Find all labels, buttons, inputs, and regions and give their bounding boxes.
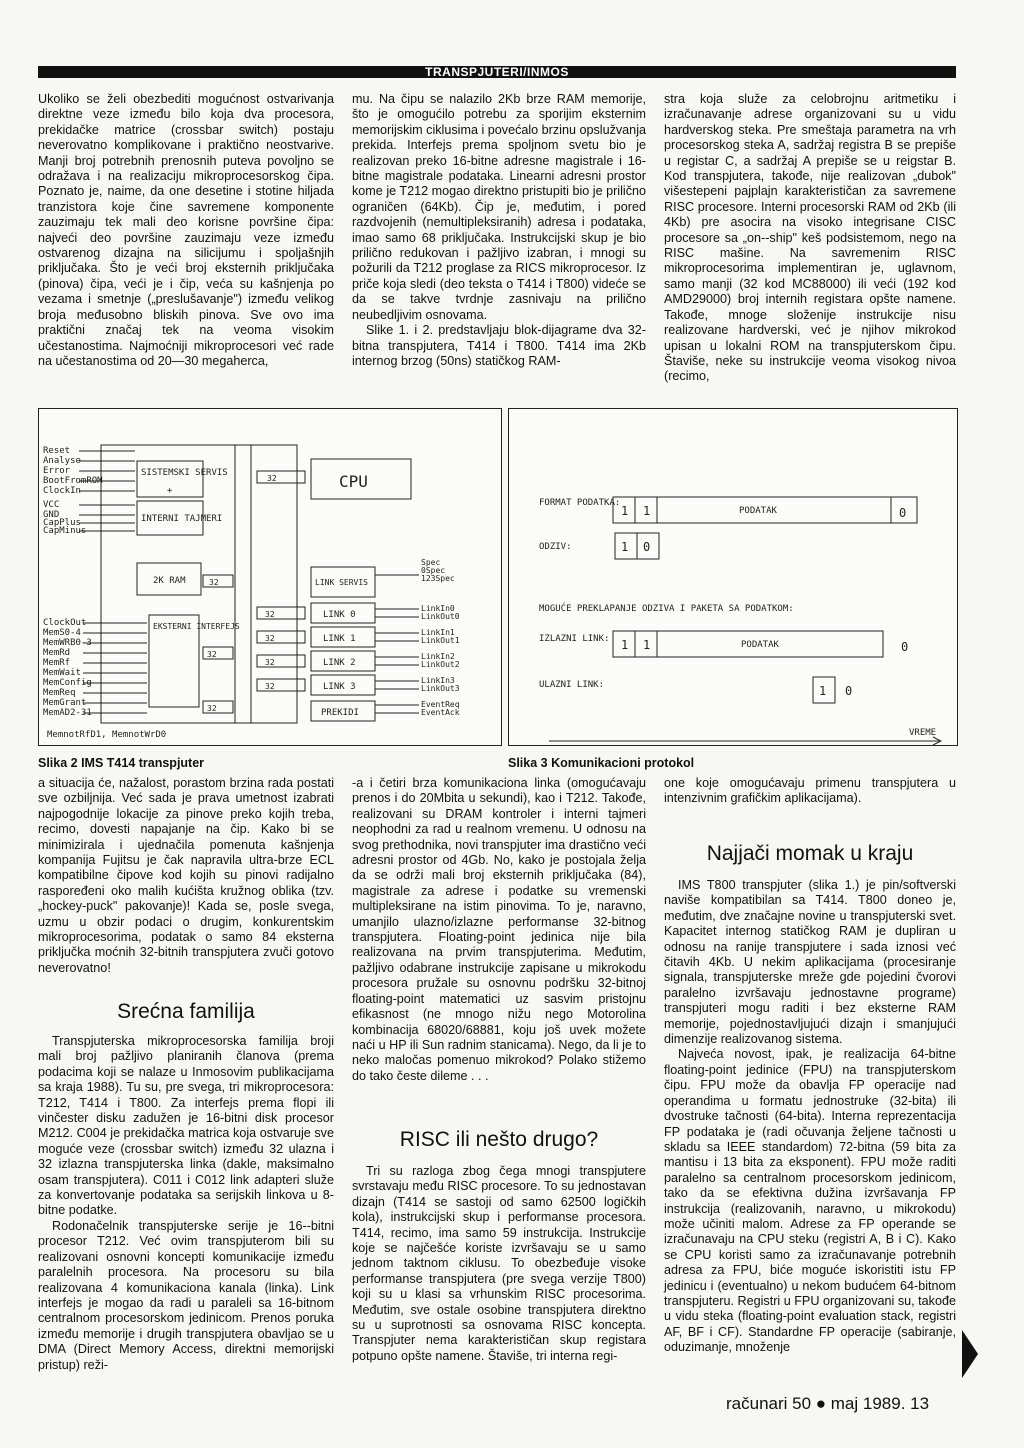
t414-diagram-svg xyxy=(39,409,501,745)
paragraph: Ukoliko se želi obezbediti mogućnost ostvarivanja direktne veze između bilo koja dva procesora, prekidačke matrice (crossbar switch) postaju neverovatno komplikovane i praktično neostvarive. Manji broj potrebnih prenosnih puteva povoljno se odražava i na realizaciju mikroprocesorskog čipa. Poznato je, naime, da one desetine i stotine hiljada tranzistora koje čine savremene komponente zauzimaju tek mali deo korisne površine čipa: najveći deo površine zauzimaju veze između ostvarenog dizajna na silicijumu i spoljašnjih priključaka. Što je veći broj eksternih priključaka (pinova) čipa, veći je i čip, veća su kašnjenja po vezama i smetnje („preslušavanje") između velikog broja međusobno bliskih pinova. Sve ovo ima praktični značaj tek na veoma visokim učestanostima. Najmoćniji mikroprocesori već rade na učestanostima od 20—30 megaherca, xyxy=(38,92,334,368)
ram-label: 2K RAM xyxy=(153,576,186,586)
paragraph: -a i četiri brza komunikaciona linka (omogućavaju prenos i do 20Mbita u sekundi), kao i T212. Takođe, realizovani su DRAM kontroler i interni tajmeri neophodni za rad u realnom vremenu. U odnosu na svog prethodnika, novi transpjuter ima drastično veći adresni prostor od 4Gb. No, kako je postojala želja da se održi mali broj eksternih priključaka (84), magistrale za adrese i podatke su vremenski multipleksirane na istim pinovima. To je, naravno, umanjilo ulazno/izlazne performanse 32-bitnog transpjutera. Floating-point jedinica nije bila realizovana na prvim transpjuterima. Međutim, pažljivo odabrane instrukcije zapisane u mikrokodu procesora pružale su osnovnu podršku 32-bitnoj floating-point matematici uz sasvim pristojnu efikasnost (ne mnogo nižu nego Motorolina kombinacija 68020/68881, koju još uvek možete naći u HP ili Sun radnim stanicama). Nego, da li je to neko maločas pomenuo mikrokod? Polako stižemo do tako česte dileme . . . xyxy=(352,776,646,1083)
svg-text:LinkIn1: LinkIn1 xyxy=(421,628,455,637)
svg-text:0: 0 xyxy=(901,640,909,654)
column-3-najjaci xyxy=(664,878,956,1356)
svg-text:1: 1 xyxy=(621,638,629,652)
cpu-label: CPU xyxy=(339,472,368,491)
column-1-bottom xyxy=(38,776,334,976)
svg-text:ClockOut: ClockOut xyxy=(43,618,87,628)
svg-text:MemReq: MemReq xyxy=(43,688,76,698)
svg-text:+: + xyxy=(167,486,173,496)
protocol-diagram-svg xyxy=(509,409,957,745)
svg-text:MemWRB0-3: MemWRB0-3 xyxy=(43,638,92,648)
system-services-label: SISTEMSKI SERVIS xyxy=(141,468,228,478)
svg-text:32: 32 xyxy=(265,658,275,667)
paragraph: Rodonačelnik transpjuterske serije je 16--bitni procesor T212. Već ovim transpjuterom bili su realizovani osnovni koncepti komunikacije između paralelnih procesora. Na procesoru su bila realizovana 4 komunikaciona kanala (linka). Link interfejs je mogao da radi u paraleli sa 16-bitnom centralnom procesorskom jedinicom. Prenos poruka između memorije i drugih transpjutera obavljao se u DMA (Direct Memory Access, direktni memorijski pristup) reži- xyxy=(38,1218,334,1372)
svg-text:Error: Error xyxy=(43,466,71,476)
ack-label: ODZIV: xyxy=(539,542,572,552)
heading-najjaci-momak: Najjači momak u kraju xyxy=(706,842,914,865)
svg-text:ClockIn: ClockIn xyxy=(43,486,81,496)
svg-text:MemAD2-31: MemAD2-31 xyxy=(43,708,92,718)
section-title: TRANSPJUTERI/INMOS xyxy=(425,65,569,79)
svg-text:LINK 3: LINK 3 xyxy=(323,682,356,692)
paragraph: Najveća novost, ipak, je realizacija 64-bitne floating-point jedinice (FPU) na transpjuterskom čipu. FPU može da obavlja FP operacije nad operandima u formatu jednostruke (32-bita) ili dvostruke tačnosti (64-bita). Interna reprezentacija FP podataka je (radi očuvanja željene tačnosti u skladu sa IEEE standardom) 72-bitna (59 bita za mantisu i 13 bita za eksponent). FPU može raditi paralelno sa centralnom procesorskom jedinicom, tako da se efektivna dužina izvršavanja FP instrukcija (realizovanih, naravno, u mikrokodu) može učiniti malom. Adrese za FP operande se izračunavaju na CPU steku (registri A, B i C). Kako se CPU koristi samo za izračunavanje potrebnih adresa za FPU, biće moguće iskoristiti istu FP jedinicu i (eventualno) u nekom budućem 64-bitnom transpjuteru. Registri u FPU organizovani su, takođe u vidu steka (floating-point evaluation stack, registri AF, BF i CF). Standardne FP operacije (sabiranje, oduzimanje, množenje xyxy=(664,1047,956,1355)
svg-text:LinkIn0: LinkIn0 xyxy=(421,604,455,613)
column-1-srecna xyxy=(38,1034,334,1373)
svg-text:BootFromROM: BootFromROM xyxy=(43,476,103,486)
svg-text:0Spec: 0Spec xyxy=(421,566,446,575)
svg-text:MemRf: MemRf xyxy=(43,658,71,668)
svg-text:Analyse: Analyse xyxy=(43,456,81,466)
paragraph: Transpjuterska mikroprocesorska familija broji mali broj pažljivo planiranih članova (prema podacima koji se nalaze u Inmosovim publikacijama sa kraja 1988). Tu su, pre svega, tri mikroprocesora: T212, T414 i T800. Za interfejs prema flopi ili vinčester disku zadužen je 16-bitni disk procesor M212. C004 je prekidačka matrica koja ostvaruje sve moguće veze (crossbar switch) između 32 ulazna i 32 izlazna transpjuterska linka (dakle, maksimalno osam transpjutera). C011 i C012 link adapteri služe za konvertovanje podataka sa serijskih linkova u 8-bitne podatke. xyxy=(38,1034,334,1218)
column-2-risc xyxy=(352,1164,646,1364)
paragraph: stra koja služe za celobrojnu aritmetiku i izračunavanje adrese organizovani su u vidu hardverskog steka. Pre smeštaja parametra na vrh procesorskog steka A, sadržaj registra B se prepiše u registar C, a sadržaj A prepiše se u reigstar B. Kod transpjutera, takođe, nije realizovan „dubok" višestepeni pajplajn karakterističan za savremene RISC procesore. Interni procesorski RAM od 2Kb (ili 4Kb) pre asocira na visoko integrisane CISC procesore sa „on--ship" keš podsistemom, nego na RISC mašine. Na savremenim RISC mikroprocesorima implementiran je, uglavnom, samo manji (32 kod MC88000) ili veći (192 kod AMD29000) broj internih registara opšte namene. Takođe, mnoge složenije instrukcije nisu realizovane hardverski, već je njihov mikrokod upisan u lokalni ROM na transpjuterskom čipu. Štaviše, neke su instrukcije veoma visokog nivoa (recimo, xyxy=(664,92,956,384)
data-label: PODATAK xyxy=(739,506,777,516)
figure-2-caption: Slika 2 IMS T414 transpjuter xyxy=(38,756,205,770)
page-footer: računari 50 ● maj 1989. 13 xyxy=(726,1394,930,1413)
out-link-label: IZLAZNI LINK: xyxy=(539,634,610,644)
svg-text:1: 1 xyxy=(643,638,651,652)
central-bus xyxy=(235,445,251,723)
svg-text:LinkOut1: LinkOut1 xyxy=(421,636,460,645)
svg-text:LINK 0: LINK 0 xyxy=(323,610,356,620)
svg-text:LinkOut2: LinkOut2 xyxy=(421,660,460,669)
svg-text:1: 1 xyxy=(621,540,629,554)
pin-label: Reset xyxy=(43,446,71,456)
svg-text:32: 32 xyxy=(207,704,217,713)
figure-3-caption: Slika 3 Komunikacioni protokol xyxy=(508,756,695,770)
header-bar xyxy=(38,66,956,78)
column-1-top xyxy=(38,92,334,369)
svg-text:32: 32 xyxy=(265,610,275,619)
continue-arrow-icon xyxy=(962,1330,978,1378)
svg-text:VCC: VCC xyxy=(43,500,60,510)
paragraph: Tri su razloga zbog čega mnogi transpjutere svrstavaju među RISC procesore. To su jednostavan dizajn (T414 se sastoji od samo 62500 logičkih kola), instrukcijski skup i performanse procesora. T414, recimo, ima samo 59 instrukcija. Instrukcije koje se najčešće koriste izvršavaju se u samo jednom taktnom ciklusu. To obezbeđuje visoke performanse transpjutera (pre svega verzije T800) koji su u klasi sa vrhunskim RISC procesorima. Međutim, sve ostale osobine transpjutera direktno su u suprotnosti sa osnovama RISC koncepta. Transpjuter nema karakterističan skup registara potpuno opšte namene. Štaviše, tri interna regi- xyxy=(352,1164,646,1363)
svg-text:EventAck: EventAck xyxy=(421,708,460,717)
svg-text:32: 32 xyxy=(209,578,219,587)
svg-text:LinkOut0: LinkOut0 xyxy=(421,612,460,621)
svg-text:LinkIn3: LinkIn3 xyxy=(421,676,455,685)
svg-text:LinkIn2: LinkIn2 xyxy=(421,652,455,661)
bottom-pins: MemnotRfD1, MemnotWrD0 xyxy=(47,730,167,740)
svg-text:MemWait: MemWait xyxy=(43,668,81,678)
svg-text:MemS0-4: MemS0-4 xyxy=(43,628,81,638)
svg-text:32: 32 xyxy=(265,634,275,643)
svg-text:MemGrant: MemGrant xyxy=(43,698,87,708)
events-label: PREKIDI xyxy=(321,708,359,718)
svg-text:MemConfig: MemConfig xyxy=(43,678,92,688)
svg-text:0: 0 xyxy=(845,684,853,698)
format-label: FORMAT PODATKA: xyxy=(539,498,621,508)
svg-text:LINK 2: LINK 2 xyxy=(323,658,356,668)
overlap-label: MOGUĆE PREKLAPANJE ODZIVA I PAKETA SA PODATKOM: xyxy=(539,604,794,614)
svg-text:32: 32 xyxy=(265,682,275,691)
svg-text:0: 0 xyxy=(643,540,651,554)
svg-text:GND: GND xyxy=(43,510,60,520)
paragraph: a situacija će, nažalost, porastom brzina rada postati sve ozbiljnija. Već sada je prava umetnost izabrati najpogodnije lokacije za pinove preko kojih treba, recimo, dovesti napajanje na čip. Kako bi se minimizirala i ujednačila pomenuta kašnjenja kompanija Fujitsu je čak napravila ultra-brze ECL kompatibilne čipove kod kojih su pinovi radijalno raspoređeni oko malih kućišta kružnog oblika (tzv. „hockey-puck" pakovanje)! Kada se, posle svega, uzmu u obzir podaci o drugim, konkurentskim mikroprocesorima, podatak o samo 84 eksterna priključka moćnih 32-bitnih transpjutera zvuči gotovo neverovatno! xyxy=(38,776,334,975)
svg-text:123Spec: 123Spec xyxy=(421,574,455,583)
column-2-bottom xyxy=(352,776,646,1084)
link-services-label: LINK SERVIS xyxy=(315,578,368,587)
heading-risc: RISC ili nešto drugo? xyxy=(399,1128,599,1151)
svg-text:LINK 1: LINK 1 xyxy=(323,634,356,644)
timers-label: INTERNI TAJMERI xyxy=(141,514,223,524)
svg-text:LinkOut3: LinkOut3 xyxy=(421,684,460,693)
figure-communication-protocol xyxy=(508,408,958,746)
svg-text:CapPlus: CapPlus xyxy=(43,518,81,528)
in-link-label: ULAZNI LINK: xyxy=(539,680,605,690)
svg-text:PODATAK: PODATAK xyxy=(741,640,779,650)
column-2-top xyxy=(352,92,646,369)
svg-text:32: 32 xyxy=(207,650,217,659)
paragraph: Slike 1. i 2. predstavljaju blok-dijagrame dva 32-bitna transpjutera, T414 i T800. T414 ima 2Kb internog brzog (50ns) statičkog RAM- xyxy=(352,323,646,368)
svg-text:MemRd: MemRd xyxy=(43,648,71,658)
time-label: VREME xyxy=(909,728,937,738)
heading-srecna-familija: Srećna familija xyxy=(117,1000,255,1023)
column-3-top xyxy=(664,92,956,385)
svg-text:1: 1 xyxy=(819,684,827,698)
svg-text:1: 1 xyxy=(643,504,651,518)
paragraph: one koje omogućavaju primenu transpjutera u intenzivnim grafičkim aplikacijama). xyxy=(664,776,956,806)
bus-cpu xyxy=(257,471,305,483)
column-3-bottom xyxy=(664,776,956,807)
svg-text:32: 32 xyxy=(267,474,277,483)
paragraph: IMS T800 transpjuter (slika 1.) je pin/softverski naviše kompatibilan sa T414. T800 doneo je, međutim, dve značajne novine u transpjuterski svet. Kapacitet internog statičkog RAM je dupliran u odnosu na ranije transpjutere i sada iznosi već čitavih 4Kb. U nekim aplikacijama (procesiranje signala, transpjuterske mreže gde pojedini čvorovi paralelno izvršavaju jednostavne programe) transpjuteri mogu raditi i bez eksterne RAM memorije, pojednostavljujući dizajn i smanjujući dimenzije realizovanog sistema. xyxy=(664,878,956,1047)
svg-text:CapMinus: CapMinus xyxy=(43,526,87,536)
external-interface-label: EKSTERNI INTERFEJS xyxy=(153,622,240,631)
svg-text:1: 1 xyxy=(621,504,629,518)
svg-text:Spec: Spec xyxy=(421,558,441,567)
figure-t414-block-diagram xyxy=(38,408,502,746)
paragraph: mu. Na čipu se nalazilo 2Kb brze RAM memorije, što je omogućilo potrebu za sporijim eksternim memorijskim ciklusima i povećalo brzinu opslužvanja prekida. Interfejs prema spoljnom svetu bio je realizovan preko 16-bitne adresne magistrale i 16-bitne magistrale podataka. Linearni adresni prostor kome je T212 mogao direktno pristupiti bio je prilično ograničen (64Kb). Čip je, međutim, i pored razdvojenih (nemultipleksiranih) adresa i podataka, imao samo 68 priključaka. Instrukcijski skup je bio prilično redukovan i pažljivo izabran, i mnogi su požurili da T212 proglase za RICS mikroprocesor. Iz priče koja sledi (deo teksta o T414 i T800) videće se da se takve tvrdnje zasnivaju na prilično neubedljivim osnovama. xyxy=(352,92,646,322)
svg-text:EventReq: EventReq xyxy=(421,700,460,709)
svg-text:0: 0 xyxy=(899,506,907,520)
